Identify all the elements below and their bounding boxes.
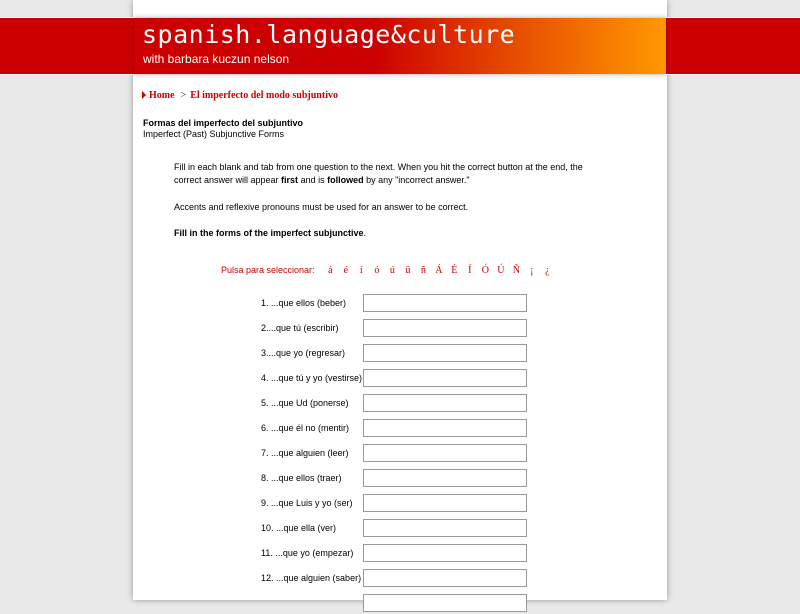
arrow-right-icon bbox=[142, 91, 146, 99]
answer-input[interactable] bbox=[363, 444, 527, 462]
page-title: Formas del imperfecto del subjuntivo bbox=[143, 118, 304, 128]
question-label: 7. ...que alguien (leer) bbox=[261, 448, 349, 458]
question-label: 5. ...que Ud (ponerse) bbox=[261, 398, 349, 408]
page-subtitle: Imperfect (Past) Subjunctive Forms bbox=[143, 129, 285, 139]
instructions-emphasis: followed bbox=[327, 174, 364, 185]
accent-char-button[interactable]: á bbox=[328, 265, 333, 276]
banner-left bbox=[0, 18, 133, 74]
accent-char-button[interactable]: É bbox=[451, 265, 458, 276]
instructions-text: and is bbox=[298, 174, 328, 185]
accent-char-list bbox=[323, 265, 556, 275]
answer-input[interactable] bbox=[363, 369, 527, 387]
question-label: 2....que tú (escribir) bbox=[261, 323, 339, 333]
question-row bbox=[261, 494, 531, 514]
question-row bbox=[261, 369, 531, 389]
answer-input[interactable] bbox=[363, 319, 527, 337]
instructions-text: Fill in each blank and tab from one question to the next. When you hit the correct button at the end, the correct answer will appear bbox=[174, 162, 583, 185]
question-row bbox=[261, 569, 531, 589]
question-row bbox=[261, 544, 531, 564]
answer-input[interactable] bbox=[363, 544, 527, 562]
question-row bbox=[261, 419, 531, 439]
question-row bbox=[261, 444, 531, 464]
question-row bbox=[261, 344, 531, 364]
accent-char-button[interactable]: í bbox=[359, 265, 363, 276]
accent-selector bbox=[221, 265, 555, 276]
question-label: 9. ...que Luis y yo (ser) bbox=[261, 498, 353, 508]
instructions-emphasis: first bbox=[281, 174, 299, 185]
breadcrumb-home-link[interactable]: Home bbox=[149, 90, 175, 101]
answer-input[interactable] bbox=[363, 344, 527, 362]
accent-char-button[interactable]: Í bbox=[468, 265, 472, 276]
answer-input[interactable] bbox=[363, 294, 527, 312]
site-subtitle: with barbara kuczun nelson bbox=[143, 52, 290, 66]
answer-input[interactable] bbox=[363, 594, 527, 612]
question-row bbox=[261, 469, 531, 489]
instructions-paragraph-1 bbox=[174, 161, 594, 186]
accent-char-button[interactable]: ú bbox=[389, 265, 395, 276]
accent-char-button[interactable]: ü bbox=[405, 265, 411, 276]
answer-input[interactable] bbox=[363, 494, 527, 512]
accent-char-button[interactable]: ó bbox=[374, 265, 380, 276]
breadcrumb bbox=[142, 90, 338, 101]
question-label: 10. ...que ella (ver) bbox=[261, 523, 337, 533]
question-label: 6. ...que él no (mentir) bbox=[261, 423, 350, 433]
banner-right bbox=[667, 18, 800, 74]
accent-char-button[interactable]: Ñ bbox=[512, 265, 520, 276]
instructions-paragraph-3 bbox=[174, 227, 594, 240]
instructions-text: by any "incorrect answer." bbox=[363, 174, 470, 185]
instructions-text: . bbox=[363, 227, 367, 238]
accent-selector-label: Pulsa para seleccionar: bbox=[221, 265, 315, 275]
question-label: 8. ...que ellos (traer) bbox=[261, 473, 342, 483]
question-label: 11. ...que yo (empezar) bbox=[261, 548, 354, 558]
question-label: 1. ...que ellos (beber) bbox=[261, 298, 347, 308]
question-row bbox=[261, 594, 531, 614]
breadcrumb-separator: > bbox=[180, 90, 187, 101]
answer-input[interactable] bbox=[363, 394, 527, 412]
question-label: 12. ...que alguien (saber) bbox=[261, 573, 362, 583]
instructions bbox=[174, 161, 594, 239]
breadcrumb-current[interactable]: El imperfecto del modo subjuntivo bbox=[190, 90, 338, 101]
question-row bbox=[261, 319, 531, 339]
answer-input[interactable] bbox=[363, 419, 527, 437]
accent-char-button[interactable]: Á bbox=[435, 265, 443, 276]
answer-input[interactable] bbox=[363, 519, 527, 537]
accent-char-button[interactable]: é bbox=[343, 265, 349, 276]
question-row bbox=[261, 394, 531, 414]
question-label: 4. ...que tú y yo (vestirse) bbox=[261, 373, 363, 383]
accent-char-button[interactable]: ¡ bbox=[530, 265, 534, 276]
accent-char-button[interactable]: ñ bbox=[420, 265, 426, 276]
accent-char-button[interactable]: Ú bbox=[497, 265, 505, 276]
question-label: 3....que yo (regresar) bbox=[261, 348, 346, 358]
accent-char-button[interactable]: ¿ bbox=[545, 265, 550, 276]
question-row bbox=[261, 294, 531, 314]
instructions-emphasis: Fill in the forms of the imperfect subjunctive bbox=[174, 227, 364, 238]
answer-input[interactable] bbox=[363, 469, 527, 487]
site-title: spanish.language&culture bbox=[142, 20, 516, 49]
accent-char-button[interactable]: Ó bbox=[481, 265, 489, 276]
instructions-paragraph-2: Accents and reflexive pronouns must be used for an answer to be correct. bbox=[174, 202, 469, 212]
question-row bbox=[261, 519, 531, 539]
answer-input[interactable] bbox=[363, 569, 527, 587]
